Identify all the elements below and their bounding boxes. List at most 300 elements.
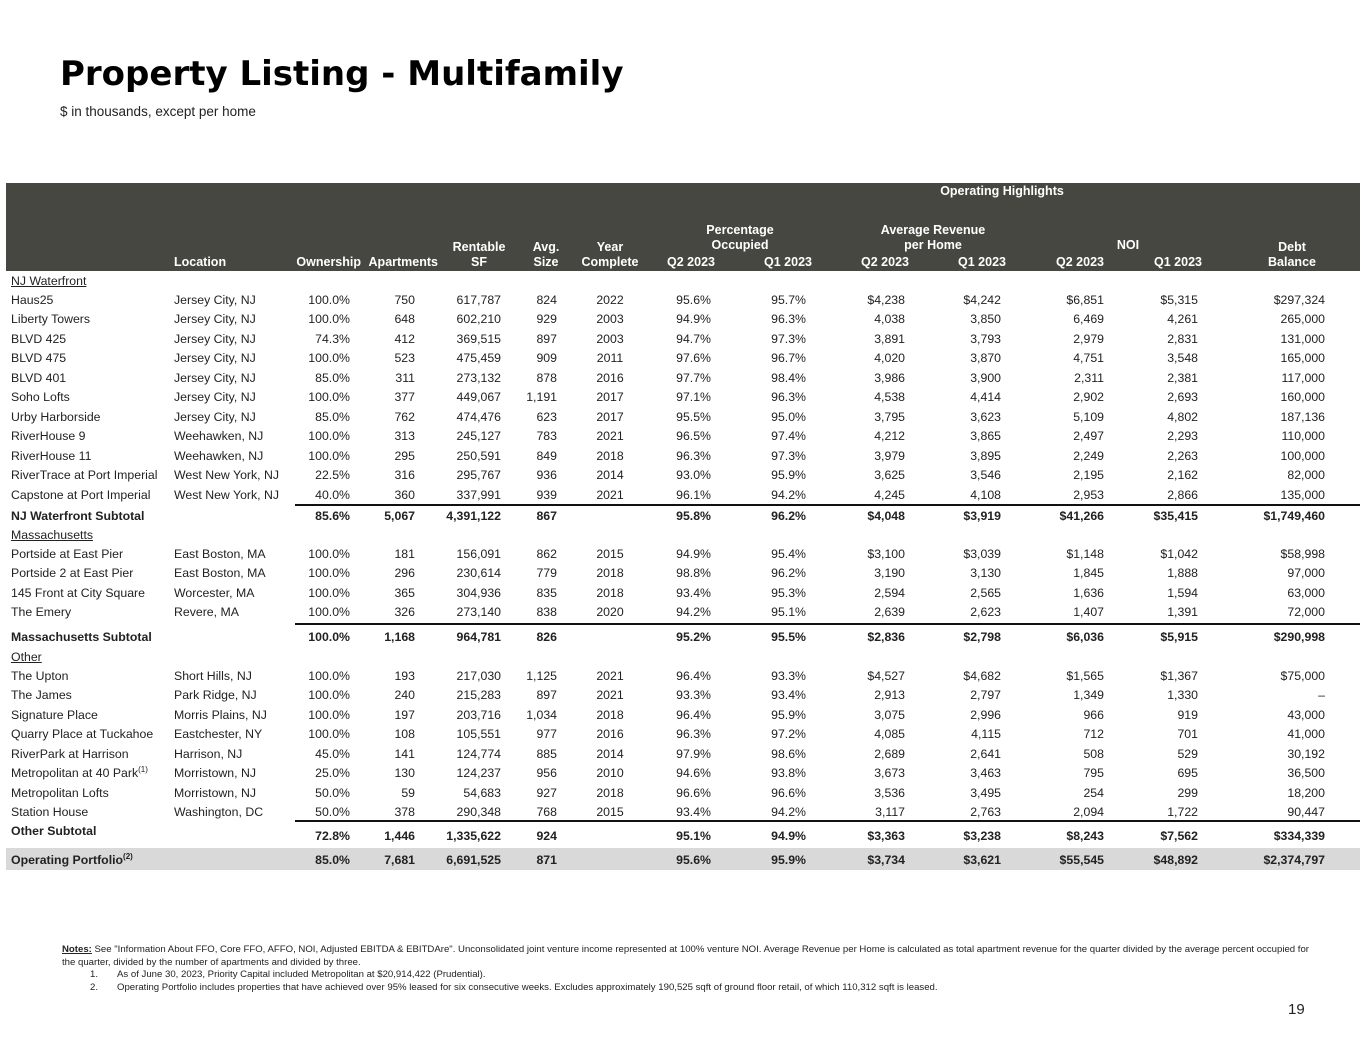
rentable-sf	[457, 628, 501, 647]
occ-q1-text: 96.2%	[771, 509, 806, 523]
rentable-sf	[457, 667, 501, 686]
noi-q2-text: 2,249	[1073, 449, 1104, 463]
rev-q2-text: $4,238	[867, 293, 905, 307]
apartments	[394, 466, 415, 485]
debt-balance	[1281, 667, 1325, 686]
year-complete	[596, 427, 623, 446]
ownership	[308, 686, 350, 705]
rentable-sf-text: 304,936	[456, 586, 501, 600]
table-row	[6, 447, 1360, 466]
occ-q2-text: 97.1%	[676, 390, 711, 404]
occ-q2-text: 96.3%	[676, 449, 711, 463]
location	[174, 725, 262, 744]
property-name-text: Liberty Towers	[11, 312, 91, 326]
ownership	[315, 466, 350, 485]
section-title: Massachusetts	[11, 528, 94, 542]
debt-balance-text: $75,000	[1280, 669, 1325, 683]
occ-q2-text: 93.0%	[676, 468, 711, 482]
year-complete-text: 2016	[596, 727, 624, 741]
property-name	[11, 291, 53, 310]
noi-q1	[1167, 427, 1198, 446]
avg-size-text: 862	[536, 547, 557, 561]
noi-q2	[1083, 784, 1104, 803]
location-text: Morris Plains, NJ	[174, 708, 267, 722]
apartments	[394, 388, 415, 407]
rev-q2-text: 3,117	[875, 805, 905, 819]
occ-q2-text: 96.4%	[676, 669, 711, 683]
year-complete	[596, 388, 623, 407]
property-name-text: RiverTrace at Port Imperial	[11, 468, 158, 482]
property-name-text: Capstone at Port Imperial	[11, 488, 151, 502]
debt-balance	[1318, 686, 1325, 705]
ownership-text: 72.8%	[315, 829, 350, 843]
debt-balance	[1281, 427, 1325, 446]
ownership-text: 100.0%	[308, 293, 350, 307]
rev-q2	[874, 330, 905, 349]
property-name	[11, 784, 109, 803]
noi-q1-text: 2,693	[1167, 390, 1198, 404]
rev-q2-text: 2,594	[874, 586, 905, 600]
total-row	[6, 851, 1360, 870]
note-number: 1.	[90, 969, 99, 980]
noi-q2-text: 508	[1083, 747, 1104, 761]
ownership	[308, 667, 350, 686]
rentable-sf	[457, 330, 501, 349]
rev-q2-text: 3,075	[874, 708, 905, 722]
ownership-text: 45.0%	[315, 747, 350, 761]
ownership	[308, 545, 350, 564]
occ-q2	[676, 427, 711, 446]
avg-size-text: 838	[536, 605, 557, 619]
occ-q2-text: 97.6%	[676, 351, 711, 365]
location	[174, 745, 242, 764]
location-text: Weehawken, NJ	[174, 429, 264, 443]
rentable-sf-text: 6,691,525	[446, 853, 501, 867]
rev-q2	[867, 827, 905, 846]
rev-q2-text: 2,639	[874, 605, 905, 619]
avg-size-text: 1,125	[526, 669, 557, 683]
noi-q2-text: 2,979	[1073, 332, 1104, 346]
noi-q2-text: 2,311	[1074, 371, 1104, 385]
rentable-sf	[446, 827, 501, 846]
avg-size	[536, 466, 557, 485]
occ-q1-text: 98.4%	[771, 371, 806, 385]
location-text: Jersey City, NJ	[174, 293, 256, 307]
occ-q1	[771, 764, 806, 783]
rev-q2-text: 2,689	[874, 747, 905, 761]
occ-q2-text: 93.4%	[676, 805, 711, 819]
year-complete	[596, 584, 623, 603]
avg-size	[536, 369, 557, 388]
rev-q1	[970, 686, 1001, 705]
rev-q2	[867, 507, 905, 526]
debt-balance	[1281, 310, 1325, 329]
occ-q1	[771, 507, 806, 526]
occ-q2	[676, 745, 711, 764]
debt-balance-text: $2,374,797	[1263, 853, 1325, 867]
avg-size-text: 779	[536, 566, 557, 580]
occ-q2	[676, 764, 711, 783]
rentable-sf-text: 217,030	[456, 669, 501, 683]
noi-q2	[1083, 725, 1104, 744]
rentable-sf	[457, 584, 501, 603]
apartments-text: 360	[394, 488, 415, 502]
header-occupied-2: Occupied	[711, 238, 769, 252]
year-complete	[596, 291, 623, 310]
noi-q2	[1066, 291, 1104, 310]
debt-balance-text: $1,749,460	[1263, 509, 1325, 523]
apartments-text: 108	[394, 727, 415, 741]
noi-q1-text: 1,330	[1167, 688, 1198, 702]
rev-q1-text: $4,682	[963, 669, 1001, 683]
ownership	[308, 310, 350, 329]
occ-q1	[771, 564, 806, 583]
property-name-text: The Upton	[11, 669, 69, 683]
location-text: Jersey City, NJ	[174, 351, 256, 365]
property-name	[11, 686, 72, 705]
occ-q1	[771, 486, 806, 505]
debt-balance	[1281, 408, 1325, 427]
header-revenue-2: per Home	[904, 238, 962, 252]
rev-q1	[963, 628, 1001, 647]
rev-q1	[970, 784, 1001, 803]
apartments	[394, 564, 415, 583]
occ-q2	[676, 349, 711, 368]
property-name	[11, 388, 70, 407]
ownership	[315, 486, 350, 505]
property-name-text: RiverPark at Harrison	[11, 747, 129, 761]
rev-q1-text: $2,798	[963, 630, 1001, 644]
occ-q2	[676, 686, 711, 705]
location-text: Jersey City, NJ	[174, 410, 256, 424]
year-complete-text: 2014	[596, 747, 624, 761]
rentable-sf-text: 964,781	[456, 630, 501, 644]
apartments-text: 326	[394, 605, 415, 619]
table-row	[6, 784, 1360, 803]
noi-q2-text: $6,036	[1066, 630, 1104, 644]
occ-q2-text: 97.7%	[676, 371, 711, 385]
noi-q2	[1073, 603, 1104, 622]
occ-q1	[771, 628, 806, 647]
apartments-text: 295	[394, 449, 415, 463]
occ-q1-text: 96.7%	[771, 351, 806, 365]
avg-size	[536, 486, 557, 505]
avg-size	[536, 330, 557, 349]
debt-balance	[1287, 745, 1325, 764]
occ-q2	[676, 628, 711, 647]
year-complete-text: 2021	[596, 688, 624, 702]
debt-balance-text: 187,136	[1280, 410, 1325, 424]
location-text: West New York, NJ	[174, 488, 280, 502]
property-name-text: Station House	[11, 805, 89, 819]
property-name	[11, 584, 145, 603]
apartments	[394, 667, 415, 686]
occ-q1-text: 97.2%	[771, 727, 806, 741]
occ-q1	[771, 725, 806, 744]
ownership-text: 100.0%	[308, 429, 350, 443]
table-row	[6, 545, 1360, 564]
rev-q1-text: 3,130	[970, 566, 1001, 580]
apartments-text: 365	[394, 586, 415, 600]
noi-q2	[1073, 388, 1104, 407]
debt-balance-text: –	[1318, 688, 1325, 702]
noi-q2	[1073, 447, 1104, 466]
debt-balance	[1263, 851, 1325, 870]
rev-q1-text: 2,623	[970, 605, 1001, 619]
occ-q2-text: 94.7%	[676, 332, 711, 346]
property-name-text: The Emery	[11, 605, 72, 619]
year-complete-text: 2021	[596, 488, 624, 502]
section-title: NJ Waterfront	[11, 274, 87, 288]
noi-q1-text: 1,594	[1167, 586, 1198, 600]
ownership-text: 100.0%	[308, 390, 350, 404]
noi-q1	[1167, 310, 1198, 329]
noi-q1	[1160, 545, 1198, 564]
rev-q1	[970, 330, 1001, 349]
location-text: Revere, MA	[174, 605, 239, 619]
noi-q2-text: 5,109	[1073, 410, 1104, 424]
subtotal-rule	[295, 820, 1360, 822]
noi-q2-text: 795	[1083, 766, 1104, 780]
location	[174, 466, 279, 485]
year-complete	[596, 745, 623, 764]
ownership-text: 100.0%	[308, 669, 350, 683]
rentable-sf-text: 290,348	[456, 805, 501, 819]
noi-q1	[1167, 603, 1198, 622]
occ-q1	[771, 408, 806, 427]
apartments	[394, 291, 415, 310]
header-occ-q1: Q1 2023	[764, 255, 812, 269]
noi-q1	[1167, 486, 1198, 505]
ownership	[308, 628, 350, 647]
noi-q1-text: 1,888	[1167, 566, 1198, 580]
table-row	[6, 764, 1360, 783]
location-text: Morristown, NJ	[174, 786, 256, 800]
rev-q1	[963, 507, 1001, 526]
rev-q2	[874, 310, 905, 329]
header-debt-1: Debt	[1278, 240, 1306, 254]
apartments	[394, 603, 415, 622]
debt-balance-text: 160,000	[1280, 390, 1325, 404]
property-name	[11, 369, 66, 388]
rev-q1-text: 2,996	[970, 708, 1001, 722]
rentable-sf-text: 602,210	[456, 312, 501, 326]
property-name-text: Portside at East Pier	[11, 547, 124, 561]
occ-q1	[771, 447, 806, 466]
noi-q2	[1066, 667, 1104, 686]
ownership	[315, 851, 350, 870]
footnote-ref: (1)	[138, 764, 148, 774]
avg-size-text: 909	[536, 351, 557, 365]
occ-q1-text: 97.4%	[771, 429, 806, 443]
avg-size-text: 977	[536, 727, 557, 741]
noi-q1-text: $5,315	[1160, 293, 1198, 307]
apartments-text: 197	[394, 708, 415, 722]
ownership	[308, 291, 350, 310]
noi-q1	[1167, 349, 1198, 368]
year-complete	[597, 349, 623, 368]
apartments	[394, 725, 415, 744]
apartments-text: 316	[394, 468, 415, 482]
avg-size-text: 768	[536, 805, 557, 819]
rev-q2	[874, 447, 905, 466]
occ-q1-text: 98.6%	[771, 747, 806, 761]
rev-q2-text: $2,836	[867, 630, 905, 644]
occ-q2-text: 95.6%	[676, 293, 711, 307]
property-name	[11, 564, 133, 583]
year-complete	[596, 667, 623, 686]
rev-q2-text: 3,190	[874, 566, 905, 580]
debt-balance-text: 117,000	[1281, 371, 1325, 385]
noi-q1	[1177, 784, 1198, 803]
occ-q1-text: 94.2%	[771, 488, 806, 502]
header-avg-size-1: Avg.	[532, 240, 560, 254]
header-ownership: Ownership	[296, 255, 361, 269]
location	[174, 349, 256, 368]
subtotal-row	[6, 628, 1360, 647]
property-name	[11, 330, 66, 349]
rev-q1	[963, 667, 1001, 686]
noi-q1-text: 4,261	[1167, 312, 1198, 326]
table-row	[6, 686, 1360, 705]
noi-q2	[1060, 851, 1104, 870]
avg-size	[536, 408, 557, 427]
rev-q1	[963, 291, 1001, 310]
occ-q2	[676, 310, 711, 329]
year-complete-text: 2017	[596, 410, 624, 424]
occ-q1	[771, 330, 806, 349]
apartments-text: 311	[395, 371, 415, 385]
debt-balance-text: 41,000	[1287, 727, 1325, 741]
avg-size	[536, 725, 557, 744]
section-heading	[6, 272, 1360, 291]
location-text: Short Hills, NJ	[174, 669, 252, 683]
year-complete	[596, 603, 623, 622]
occ-q1	[771, 784, 806, 803]
debt-balance	[1281, 369, 1325, 388]
location	[174, 545, 266, 564]
year-complete-text: 2018	[596, 786, 624, 800]
rentable-sf	[457, 545, 501, 564]
rev-q1-text: $3,039	[963, 547, 1001, 561]
occ-q1-text: 93.3%	[771, 669, 806, 683]
location-text: Jersey City, NJ	[174, 312, 256, 326]
ownership	[315, 827, 350, 846]
rev-q2-text: $3,734	[867, 853, 905, 867]
rev-q1-text: 3,850	[970, 312, 1001, 326]
table-row	[6, 408, 1360, 427]
ownership	[315, 507, 350, 526]
occ-q1-text: 95.9%	[771, 853, 806, 867]
ownership	[308, 427, 350, 446]
noi-q1	[1154, 851, 1198, 870]
debt-balance-text: 90,447	[1287, 805, 1325, 819]
location	[174, 291, 256, 310]
noi-q2	[1066, 827, 1104, 846]
rev-q1-text: 4,108	[970, 488, 1001, 502]
location	[174, 706, 267, 725]
noi-q2	[1066, 545, 1104, 564]
rev-q2-text: $3,100	[867, 547, 905, 561]
rev-q2	[874, 764, 905, 783]
property-name	[11, 545, 123, 564]
rev-q2	[874, 466, 905, 485]
noi-q1	[1167, 447, 1198, 466]
debt-balance-text: 63,000	[1287, 586, 1325, 600]
year-complete	[596, 466, 623, 485]
notes	[62, 944, 1322, 994]
rev-q2-text: 3,986	[874, 371, 905, 385]
header-year-complete-1: Year	[596, 240, 624, 254]
debt-balance	[1281, 486, 1325, 505]
rentable-sf-text: 156,091	[456, 547, 501, 561]
property-name	[11, 447, 91, 466]
rev-q2-text: 3,536	[874, 786, 905, 800]
noi-q2	[1083, 745, 1104, 764]
noi-q1	[1167, 564, 1198, 583]
noi-q2	[1074, 369, 1104, 388]
rev-q2-text: 4,020	[874, 351, 905, 365]
occ-q2	[676, 827, 711, 846]
rev-q1	[970, 603, 1001, 622]
ownership-text: 85.0%	[315, 371, 350, 385]
debt-balance	[1287, 564, 1325, 583]
apartments-text: 296	[394, 566, 415, 580]
noi-q2-text: $6,851	[1066, 293, 1104, 307]
debt-balance	[1287, 764, 1325, 783]
noi-q2-text: 2,953	[1073, 488, 1104, 502]
rev-q1	[970, 564, 1001, 583]
rentable-sf	[457, 486, 501, 505]
subtotal-rule	[295, 623, 1360, 625]
header-avg-size-2: Size	[533, 255, 559, 269]
ownership	[308, 564, 350, 583]
occ-q1-text: 94.2%	[771, 805, 806, 819]
year-complete	[596, 369, 623, 388]
occ-q2	[676, 851, 711, 870]
location	[174, 603, 239, 622]
noi-q1	[1177, 725, 1198, 744]
property-name-text: Metropolitan Lofts	[11, 786, 109, 800]
occ-q2-text: 95.2%	[676, 630, 711, 644]
rev-q2	[867, 628, 905, 647]
header-rentable-sf-2: SF	[471, 255, 487, 269]
ownership-text: 22.5%	[315, 468, 350, 482]
rev-q1	[963, 545, 1001, 564]
location-text: Weehawken, NJ	[174, 449, 264, 463]
noi-q1-text: 2,162	[1167, 468, 1198, 482]
rentable-sf	[457, 466, 501, 485]
noi-q2-text: 2,902	[1073, 390, 1104, 404]
rev-q1	[970, 408, 1001, 427]
noi-q2	[1073, 427, 1104, 446]
rentable-sf	[457, 388, 501, 407]
apartments-text: 762	[394, 410, 415, 424]
ownership	[315, 764, 350, 783]
property-name-text: Quarry Place at Tuckahoe	[11, 727, 154, 741]
year-complete-text: 2021	[596, 429, 624, 443]
debt-balance	[1263, 507, 1325, 526]
ownership-text: 100.0%	[308, 708, 350, 722]
location	[174, 584, 254, 603]
year-complete-text: 2017	[596, 390, 624, 404]
noi-q1-text: 299	[1177, 786, 1198, 800]
property-name-text: Massachusetts Subtotal	[11, 630, 152, 644]
rev-q2-text: $4,527	[867, 669, 905, 683]
debt-balance-text: $297,324	[1273, 293, 1325, 307]
location	[174, 667, 252, 686]
occ-q1-text: 93.4%	[771, 688, 806, 702]
